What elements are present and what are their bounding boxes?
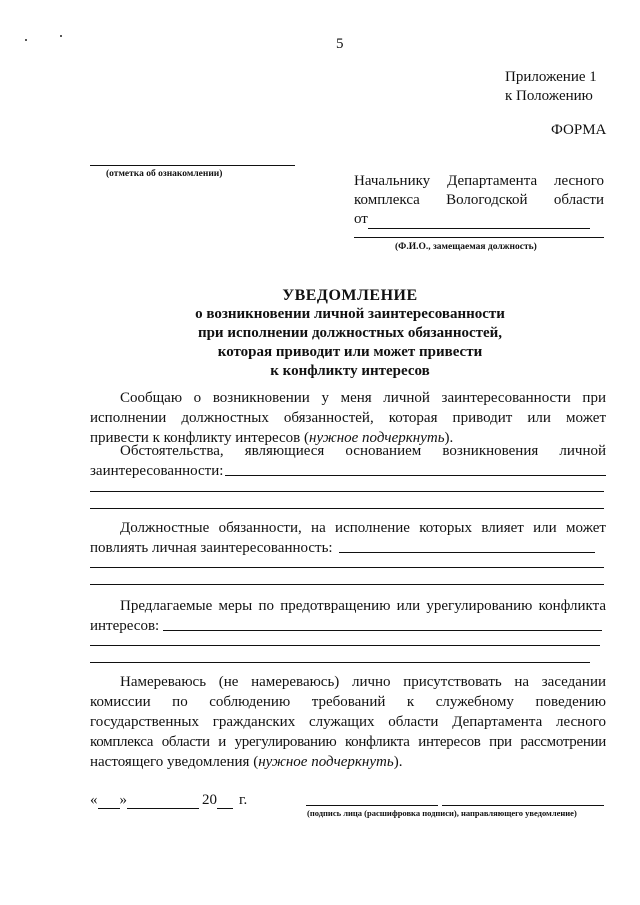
addressee-word: лесного	[554, 173, 604, 189]
month-field-line	[127, 794, 199, 809]
intention-line-3: государственных гражданских служащих области Департамента лесного	[90, 714, 606, 730]
addressee-word: комплекса	[354, 192, 420, 208]
text-line	[90, 616, 606, 636]
duties-label: повлиять личная заинтересованность:	[90, 540, 333, 556]
from-label: от	[354, 211, 368, 227]
underline-hint: нужное подчеркнуть	[309, 430, 445, 446]
scan-speck	[25, 39, 27, 41]
circumstances-label: заинтересованности:	[90, 463, 224, 479]
title-line: которая приводит или может привести	[217, 344, 483, 360]
text-line	[90, 388, 606, 408]
text-line	[90, 732, 606, 752]
scan-speck	[60, 35, 62, 37]
day-field-line	[98, 794, 120, 809]
addressee-block	[354, 172, 604, 229]
intention-line-5-end: ).	[393, 754, 403, 770]
addressee-caption: (Ф.И.О., замещаемая должность)	[395, 242, 537, 252]
measures-label: интересов:	[90, 618, 160, 634]
intention-line-5: настоящего уведомления (	[90, 754, 259, 770]
paragraph-duties	[90, 518, 606, 558]
text-line	[90, 408, 606, 428]
signature-line	[306, 805, 438, 806]
measures-line-1: Предлагаемые меры по предотвращению или урегулированию конфликта	[120, 598, 606, 614]
year-prefix: 20	[202, 792, 217, 808]
document-title	[90, 286, 610, 381]
notice-line-3-end: ).	[444, 430, 454, 446]
intention-line-2: комиссии по соблюдению требований к служебному поведению	[90, 694, 606, 710]
duties-line-1: Должностные обязанности, на исполнение которых влияет или может	[120, 520, 606, 536]
appendix-line-2: к Положению	[505, 88, 593, 104]
notice-line-2: исполнении должностных обязанностей, которая приводит или может	[90, 410, 606, 426]
notice-line-3: привести к конфликту интересов (	[90, 430, 310, 446]
year-suffix: г.	[239, 792, 248, 808]
form-label: ФОРМА	[551, 122, 607, 138]
text-line	[90, 672, 606, 692]
appendix-header	[505, 68, 597, 106]
addressee-word: области	[553, 192, 604, 208]
title-heading: УВЕДОМЛЕНИЕ	[282, 287, 418, 304]
from-field-line	[368, 214, 590, 229]
signature-caption: (подпись лица (расшифровка подписи), направляющего уведомление)	[307, 808, 577, 818]
paragraph-measures	[90, 596, 606, 636]
duties-field-line	[339, 538, 595, 553]
addressee-word: Вологодской	[446, 192, 528, 208]
duties-field-line	[90, 567, 604, 568]
signature-transcript-line	[442, 805, 604, 806]
text-line	[90, 538, 606, 558]
text-line	[90, 461, 606, 481]
measures-field-line	[163, 616, 602, 631]
addressee-word: Начальнику	[354, 173, 431, 189]
addressee-line-1	[354, 172, 604, 191]
year-field-line	[217, 794, 233, 809]
notice-line-1: Сообщаю о возникновении у меня личной заинтересованности при	[120, 390, 606, 406]
addressee-name-line	[354, 237, 604, 238]
measures-field-line	[90, 662, 590, 663]
title-line: при исполнении должностных обязанностей,	[197, 325, 503, 341]
intention-line-1: Намереваюсь (не намереваюсь) лично присутствовать на заседании	[120, 674, 606, 690]
text-line	[90, 712, 606, 732]
underline-hint: нужное подчеркнуть	[258, 754, 394, 770]
title-line: к конфликту интересов	[270, 363, 430, 379]
addressee-from-row	[354, 210, 604, 229]
paragraph-notice	[90, 388, 606, 448]
text-line	[90, 596, 606, 616]
addressee-word: Департамента	[447, 173, 538, 189]
duties-field-line	[90, 584, 604, 585]
page-number: 5	[336, 36, 344, 52]
circumstances-line-1: Обстоятельства, являющиеся основанием возникновения личной	[120, 443, 606, 459]
circumstances-field-line	[90, 508, 604, 509]
text-line	[90, 692, 606, 712]
ack-signature-line	[90, 165, 295, 166]
date-close-quote: »	[119, 792, 127, 808]
text-line	[90, 518, 606, 538]
paragraph-circumstances	[90, 441, 606, 481]
addressee-line-2	[354, 191, 604, 210]
date-open-quote: «	[90, 792, 98, 808]
date-row	[90, 792, 247, 809]
circumstances-field-line	[225, 461, 606, 476]
ack-caption: (отметка об ознакомлении)	[106, 169, 223, 179]
title-line: о возникновении личной заинтересованности	[195, 306, 505, 322]
circumstances-field-line	[90, 491, 604, 492]
measures-field-line	[90, 645, 600, 646]
text-line	[90, 752, 606, 772]
intention-line-4: комплекса области и урегулированию конфликта интересов при рассмотрении	[90, 734, 606, 750]
paragraph-intention	[90, 672, 606, 772]
text-line	[90, 441, 606, 461]
appendix-line-1: Приложение 1	[505, 69, 597, 85]
